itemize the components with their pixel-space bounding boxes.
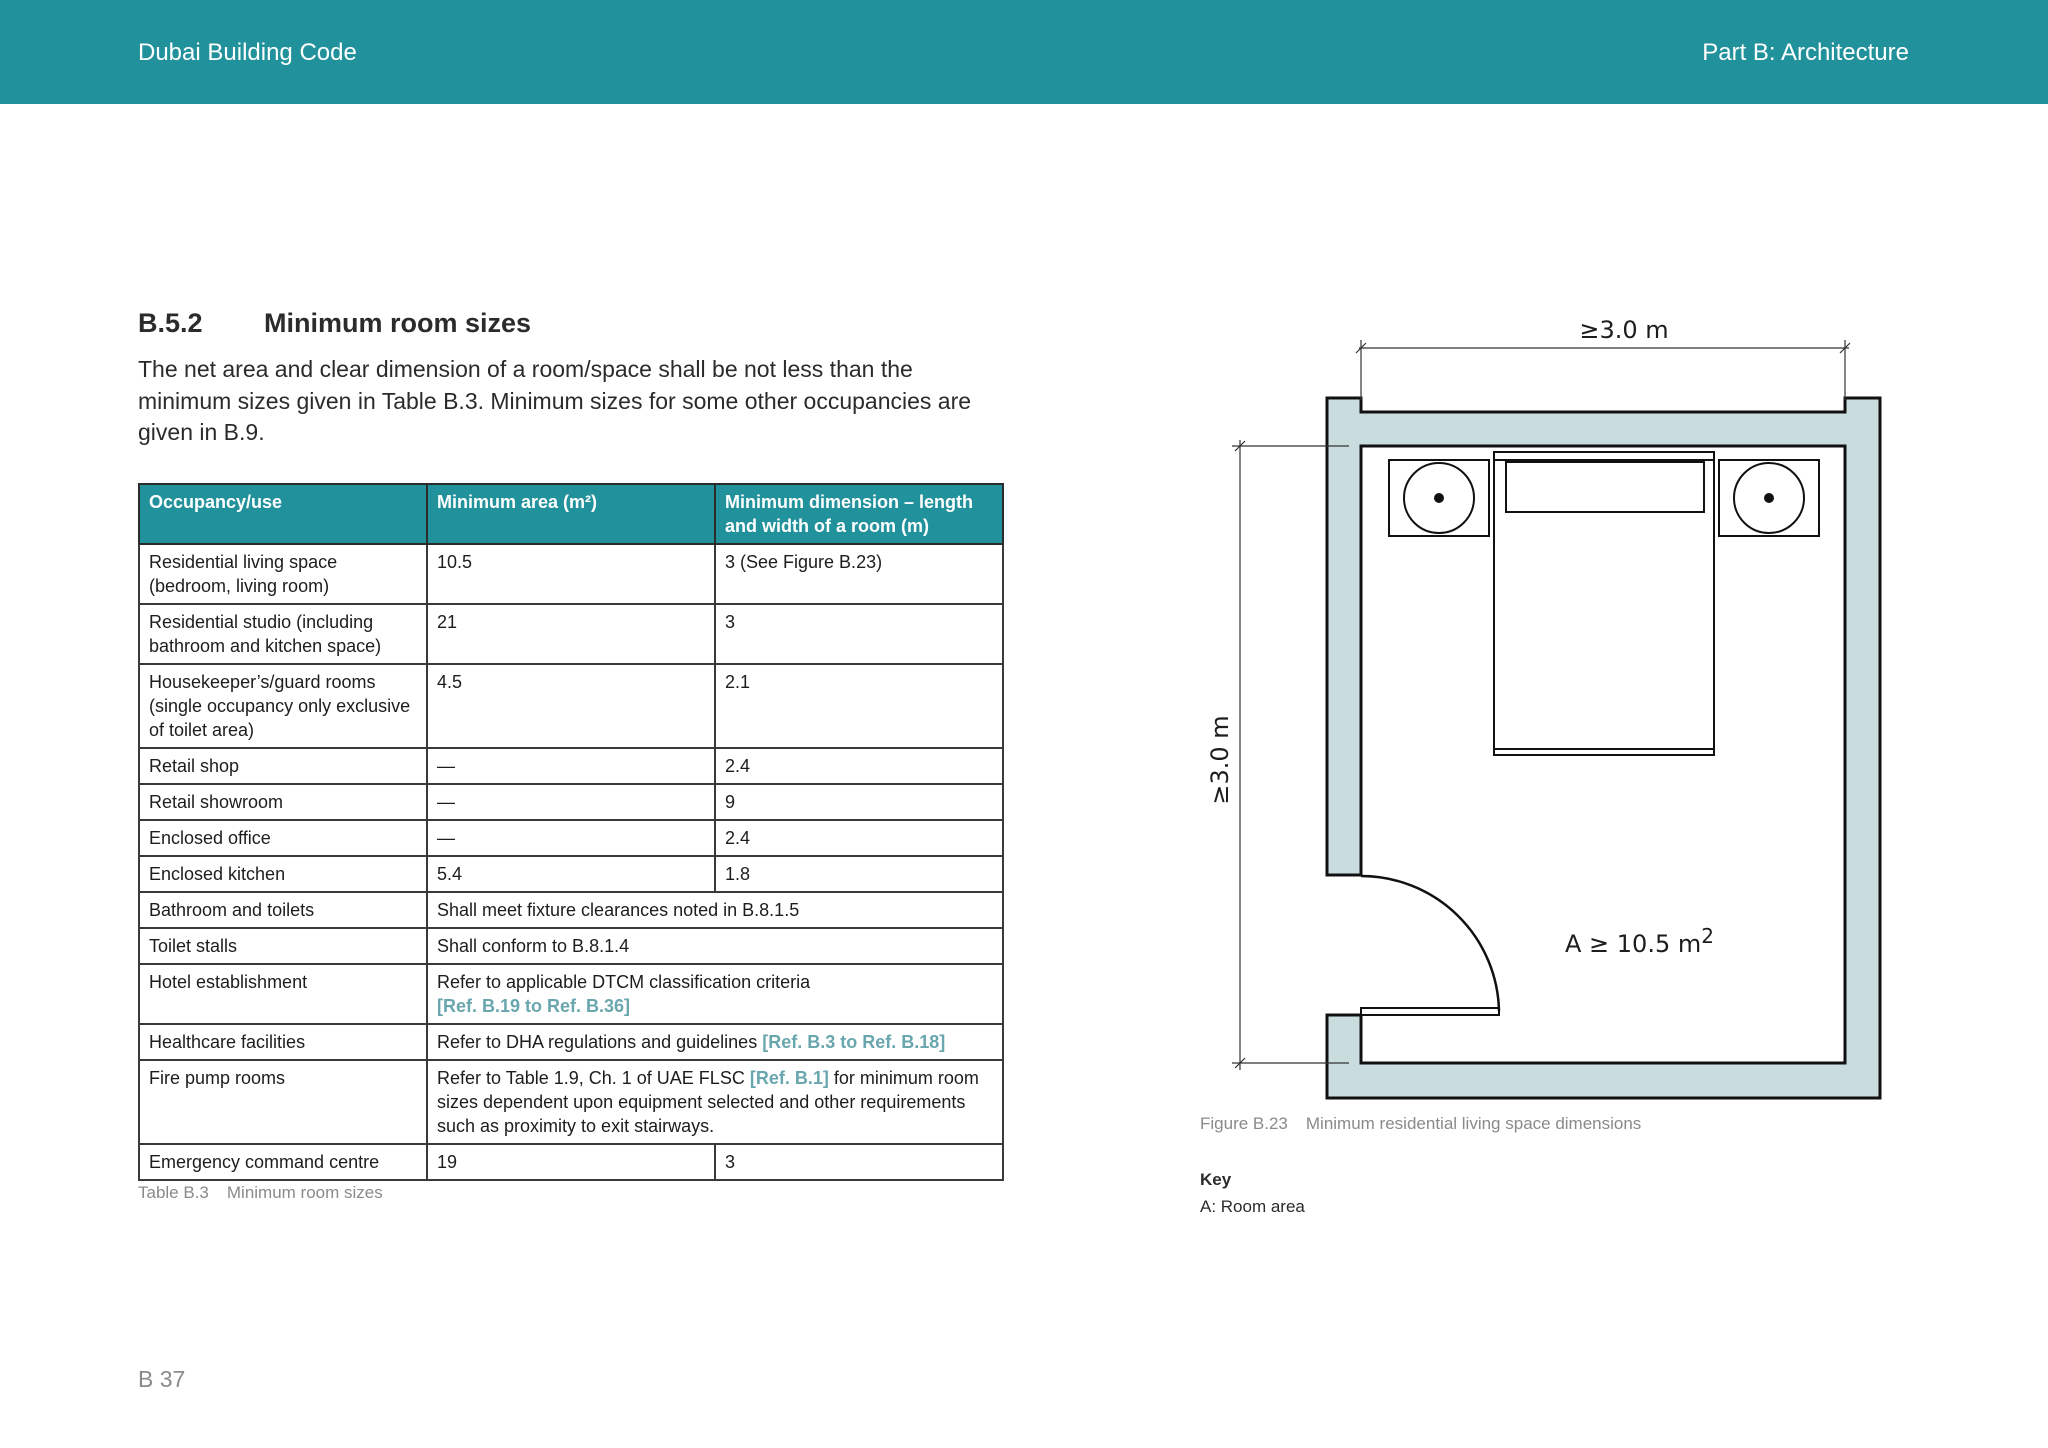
cell-dim: 2.4: [715, 820, 1003, 856]
room-area-superscript: 2: [1701, 924, 1714, 948]
table-row: [139, 892, 1003, 928]
cell-requirement: Shall conform to B.8.1.4: [427, 928, 1003, 964]
table-row: [139, 964, 1003, 1024]
height-dimension-label: ≥3.0 m: [1206, 715, 1234, 805]
cell-use: Retail showroom: [139, 784, 427, 820]
requirement-text: Refer to DHA regulations and guidelines: [437, 1032, 758, 1052]
header-min-dimension: Minimum dimension – length and width of a room (m): [715, 484, 1003, 544]
requirement-text: Refer to applicable DTCM classification criteria: [437, 972, 811, 992]
cell-use: Hotel establishment: [139, 964, 427, 1024]
table-row: [139, 784, 1003, 820]
cell-use: Enclosed kitchen: [139, 856, 427, 892]
section-heading: [138, 308, 531, 339]
cell-area: 4.5: [427, 664, 715, 748]
reference-link[interactable]: [Ref. B.1]: [749, 1068, 829, 1088]
table-row: [139, 748, 1003, 784]
table-caption-label: Table B.3: [138, 1183, 209, 1202]
part-title: Part B: Architecture: [1702, 39, 1909, 66]
header-min-area: Minimum area (m²): [427, 484, 715, 544]
header-occupancy: Occupancy/use: [139, 484, 427, 544]
nightstand-right: [1719, 460, 1819, 536]
room-area-label: [1565, 924, 1714, 958]
cell-area: —: [427, 820, 715, 856]
reference-link[interactable]: [Ref. B.3 to Ref. B.18]: [762, 1032, 946, 1052]
bed-pillow: [1506, 462, 1704, 512]
figure-caption: [1200, 1114, 1641, 1134]
cell-dim: 3: [715, 1144, 1003, 1180]
cell-dim: 1.8: [715, 856, 1003, 892]
table-header-row: [139, 484, 1003, 544]
reference-link[interactable]: [Ref. B.19 to Ref. B.36]: [437, 996, 631, 1016]
door-leaf: [1361, 1008, 1499, 1015]
cell-area: —: [427, 748, 715, 784]
intro-paragraph: The net area and clear dimension of a room/space shall be not less than the minimum sizes given in Table B.3. Minimum sizes for some other occupancies are given in B.9.: [138, 356, 972, 445]
cell-use: Healthcare facilities: [139, 1024, 427, 1060]
cell-use: Toilet stalls: [139, 928, 427, 964]
cell-use: Enclosed office: [139, 820, 427, 856]
key-item: A: Room area: [1200, 1197, 1305, 1216]
table-row: [139, 820, 1003, 856]
cell-requirement: [427, 1060, 1003, 1144]
cell-requirement: [427, 964, 1003, 1024]
nightstand-left: [1389, 460, 1489, 536]
key-title: Key: [1200, 1170, 1232, 1189]
cell-dim: 3 (See Figure B.23): [715, 544, 1003, 604]
cell-area: —: [427, 784, 715, 820]
table-row: [139, 928, 1003, 964]
document-title: Dubai Building Code: [138, 39, 357, 66]
cell-use: Residential living space (bedroom, living room): [139, 544, 427, 604]
minimum-room-sizes-table: [138, 483, 1004, 1181]
cell-area: 5.4: [427, 856, 715, 892]
cell-use: Fire pump rooms: [139, 1060, 427, 1144]
table-row: [139, 604, 1003, 664]
width-dimension-line: [1356, 340, 1850, 400]
bed: [1494, 452, 1714, 755]
cell-use: Housekeeper’s/guard rooms (single occupancy only exclusive of toilet area): [139, 664, 427, 748]
cell-use: Emergency command centre: [139, 1144, 427, 1180]
table-row: [139, 664, 1003, 748]
page-number: B 37: [138, 1366, 186, 1392]
cell-area: 19: [427, 1144, 715, 1180]
table-row: [139, 544, 1003, 604]
table-row: [139, 1144, 1003, 1180]
table-caption: [138, 1183, 383, 1203]
room-area-text: A ≥ 10.5 m: [1565, 930, 1702, 958]
requirement-text: Refer to Table 1.9, Ch. 1 of UAE FLSC: [437, 1068, 745, 1088]
cell-dim: 9: [715, 784, 1003, 820]
bedroom-floor-plan: [1195, 305, 1895, 1105]
cell-dim: 3: [715, 604, 1003, 664]
requirement-text: for minimum room sizes dependent upon equipment selected and other requirements such as proximity to exit stairways.: [437, 1068, 979, 1136]
section-number: B.5.2: [138, 308, 203, 338]
section-title: Minimum room sizes: [264, 308, 532, 338]
door-swing-arc: [1361, 876, 1499, 1011]
width-dimension-label: ≥3.0 m: [1579, 316, 1669, 344]
cell-dim: 2.1: [715, 664, 1003, 748]
figure-caption-text: Minimum residential living space dimensions: [1305, 1114, 1642, 1133]
cell-use: Bathroom and toilets: [139, 892, 427, 928]
cell-area: 10.5: [427, 544, 715, 604]
table-row: [139, 856, 1003, 892]
table-row: [139, 1024, 1003, 1060]
cell-dim: 2.4: [715, 748, 1003, 784]
cell-requirement: [427, 1024, 1003, 1060]
table-caption-text: Minimum room sizes: [226, 1183, 383, 1202]
cell-use: Residential studio (including bathroom and kitchen space): [139, 604, 427, 664]
cell-requirement: Shall meet fixture clearances noted in B.8.1.5: [427, 892, 1003, 928]
cell-use: Retail shop: [139, 748, 427, 784]
figure-caption-label: Figure B.23: [1200, 1114, 1288, 1133]
page-header: [0, 0, 2048, 104]
cell-area: 21: [427, 604, 715, 664]
table-row: [139, 1060, 1003, 1144]
